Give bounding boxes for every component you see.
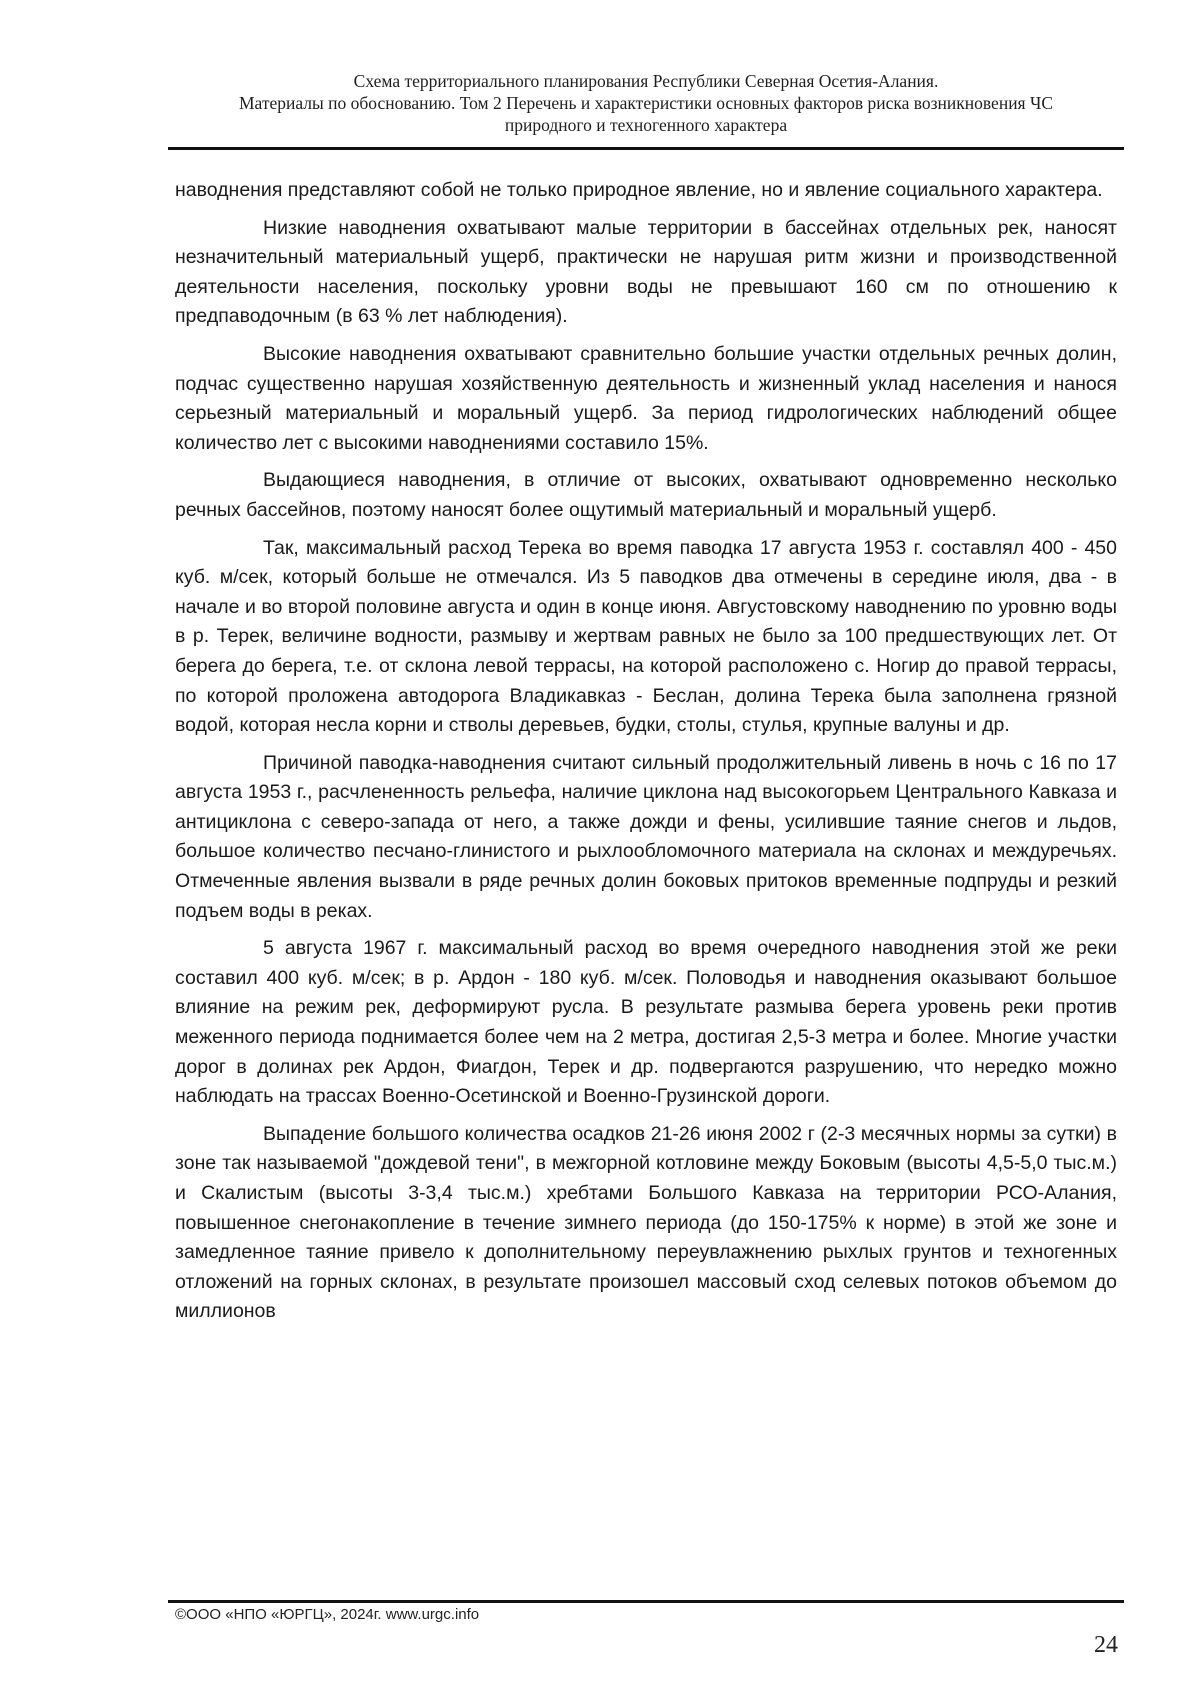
paragraph-5: Так, максимальный расход Терека во время паводка 17 августа 1953 г. составлял 400 - 450 куб. м/сек, который больше не отмечался. Из 5 паводков два отмечены в середине июля, два - в начале и во второй половине августа и один в конце июня. Августовскому наводнению по уровню воды в р. Терек, величине водности, размыву и жертвам равных не было за 100 предшествующих лет. От берега до берега, т.е. от склона левой террасы, на которой расположено с. Ногир до правой террасы, по которой проложена автодорога Владикавказ - Беслан, долина Терека была заполнена грязной водой, которая несла корни и стволы деревьев, будки, столы, стулья, крупные валуны и др. [175,536,1117,737]
paragraph-8: Выпадение большого количества осадков 21-26 июня 2002 г (2-3 месячных нормы за сутки) в зоне так называемой "дождевой тени", в межгорной котловине между Боковым (высоты 4,5-5,0 тыс.м.) и Скалистым (высоты 3-3,4 тыс.м.) хребтами Большого Кавказа на территории РСО-Алания, повышенное снегонакопление в течение зимнего периода (до 150-175% к норме) в этой же зоне и замедленное таяние привело к дополнительному переувлажнению рыхлых грунтов и техногенных отложений на горных склонах, в результате произошел массовый сход селевых потоков объемом до миллионов [175,1122,1117,1323]
header-line-3: природного и техногенного характера [504,115,788,135]
footer-divider [168,1600,1124,1603]
header-line-1: Схема территориального планирования Республики Северная Осетия-Алания. [353,71,939,91]
paragraph-3: Высокие наводнения охватывают сравнительно большие участки отдельных речных долин, подчас существенно нарушая хозяйственную деятельность и жизненный уклад населения и нанося серьезный материальный и моральный ущерб. За период гидрологических наблюдений общее количество лет с высокими наводнениями составило 15%. [175,342,1117,454]
paragraph-1: наводнения представляют собой не только природное явление, но и явление социального характера. [175,179,1103,201]
paragraph-4: Выдающиеся наводнения, в отличие от высоких, охватывают одновременно несколько речных бассейнов, поэтому наносят более ощутимый материальный и моральный ущерб. [175,469,1117,521]
paragraph-7: 5 августа 1967 г. максимальный расход во время очередного наводнения этой же реки составил 400 куб. м/сек; в р. Ардон - 180 куб. м/сек. Половодья и наводнения оказывают большое влияние на режим рек, деформируют русла. В результате размыва берега уровень реки против меженного периода поднимается более чем на 2 метра, достигая 2,5-3 метра и более. Многие участки дорог в долинах рек Ардон, Фиагдон, Терек и др. подвергаются разрушению, что нередко можно наблюдать на трассах Военно-Осетинской и Военно-Грузинской дороги. [175,937,1117,1108]
document-body [175,176,1117,1335]
header-line-2: Материалы по обоснованию. Том 2 Перечень и характеристики основных факторов риска возникновения ЧС [238,93,1054,113]
paragraph-6: Причиной паводка-наводнения считают сильный продолжительный ливень в ночь с 16 по 17 августа 1953 г., расчлененность рельефа, наличие циклона над высокогорьем Центрального Кавказа и антициклона с северо-запада от него, а также дожди и фены, усилившие таяние снегов и льдов, большое количество песчано-глинистого и рыхлообломочного материала на склонах и междуречьях. Отмеченные явления вызвали в ряде речных долин боковых притоков временные подпруды и резкий подъем воды в реках. [175,751,1117,922]
page-header [168,70,1124,136]
footer-copyright: ©ООО «НПО «ЮРГЦ», 2024г. www.urgc.info [175,1606,480,1623]
header-divider [168,147,1124,150]
page-number: 24 [1094,1632,1118,1658]
paragraph-2: Низкие наводнения охватывают малые территории в бассейнах отдельных рек, наносят незначительный материальный ущерб, практически не нарушая ритм жизни и производственной деятельности населения, поскольку уровни воды не превышают 160 см по отношению к предпаводочным (в 63 % лет наблюдения). [175,216,1117,328]
